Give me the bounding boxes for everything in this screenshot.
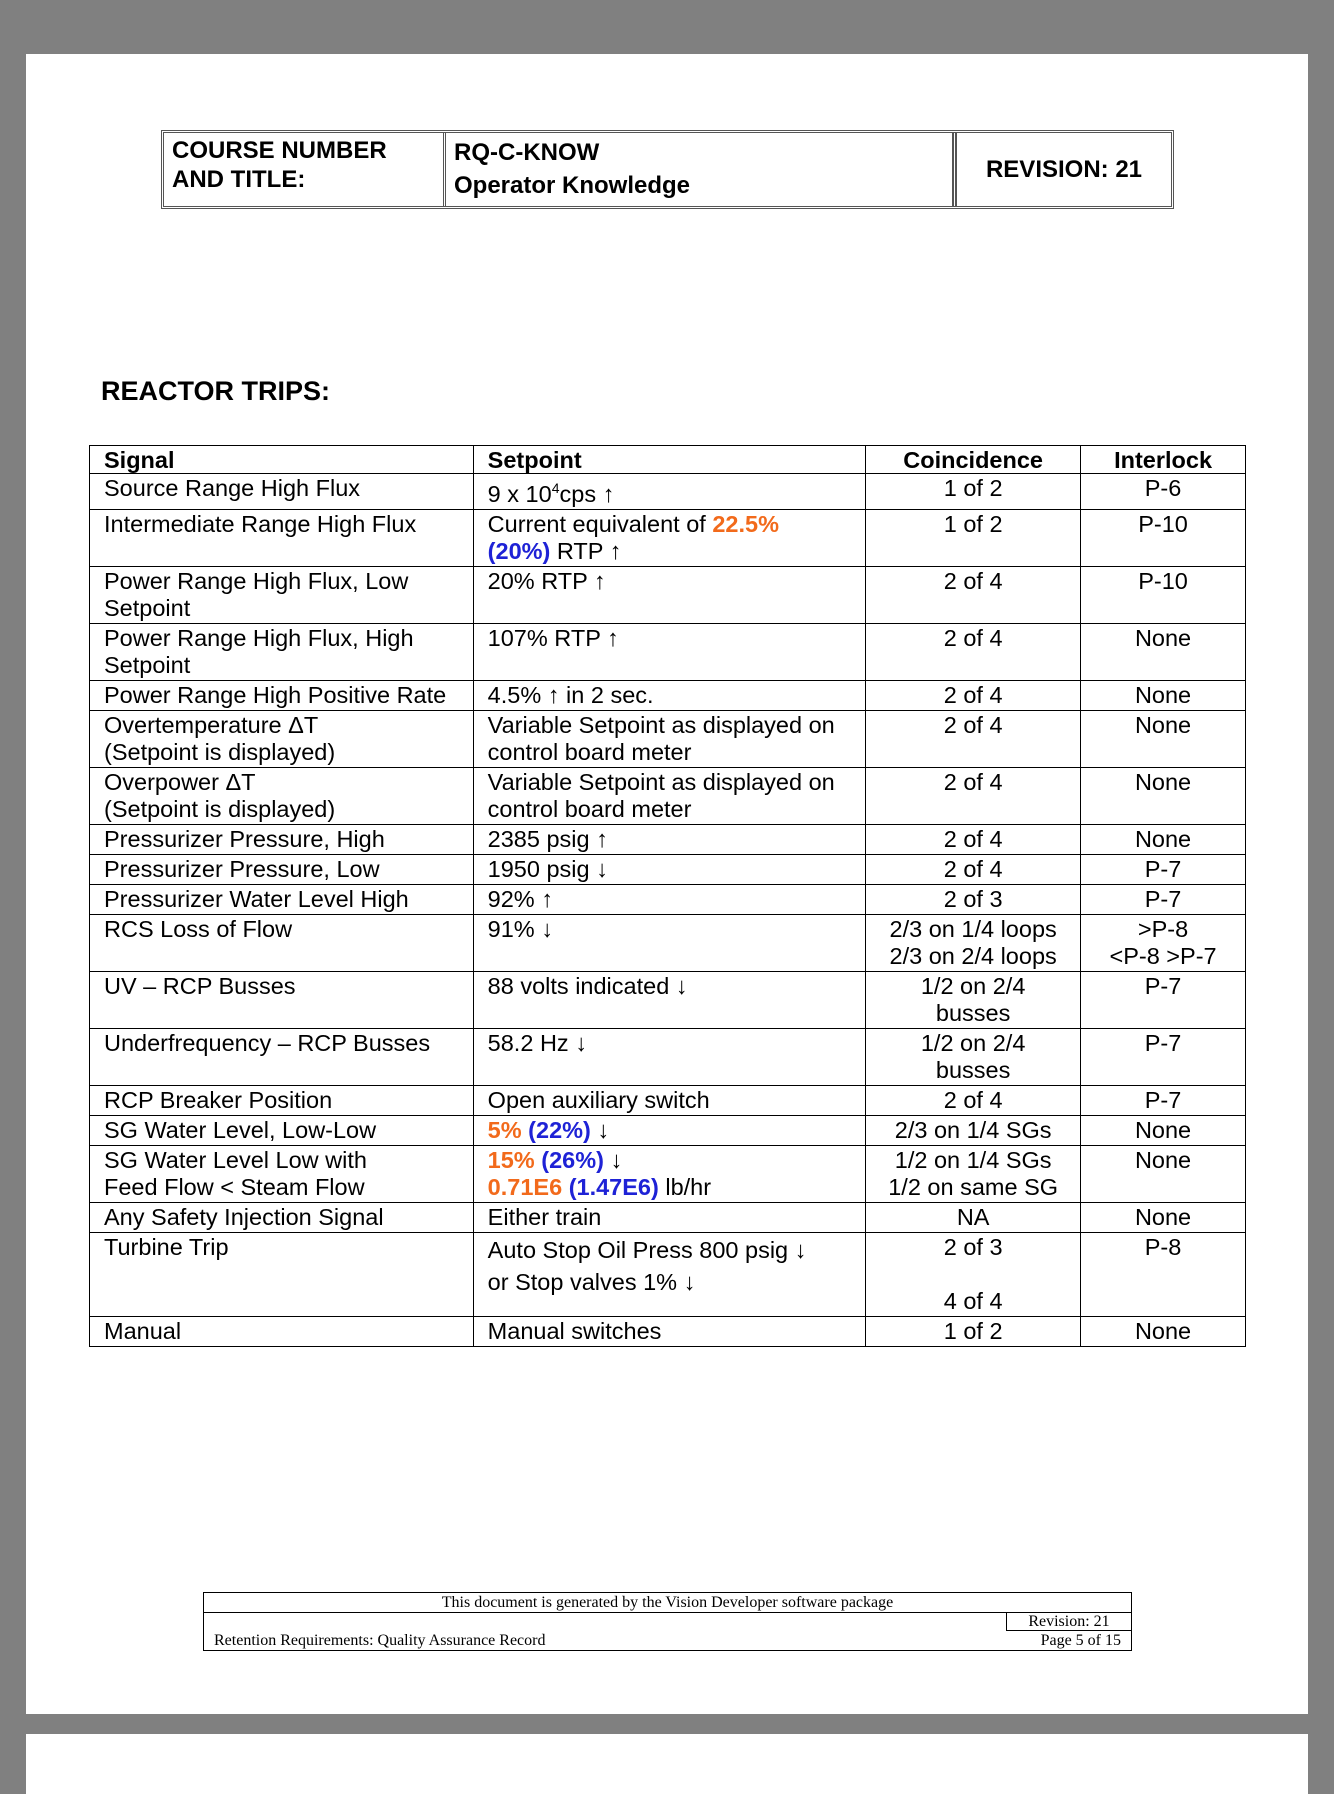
signal-cell: Intermediate Range High Flux [90, 509, 474, 566]
setpoint-cell: 92% ↑ [473, 884, 866, 914]
signal-cell: RCS Loss of Flow [90, 914, 474, 971]
setpoint-line: or Stop valves 1% ↓ [487, 1268, 696, 1295]
setpoint-text: lb/hr [658, 1173, 712, 1200]
signal-cell: Power Range High Flux, High Setpoint [90, 623, 474, 680]
revision-label: REVISION: 21 [985, 155, 1143, 183]
signal-cell: RCP Breaker Position [90, 1085, 474, 1115]
interlock-cell: None [1081, 680, 1246, 710]
interlock-cell: P-7 [1081, 1085, 1246, 1115]
setpoint-cell [473, 509, 866, 566]
interlock-cell: None [1081, 1202, 1246, 1232]
section-title: REACTOR TRIPS: [101, 376, 331, 406]
table-row [90, 1028, 1246, 1085]
table-row [90, 1316, 1246, 1346]
coincidence-cell: 1 of 2 [866, 1316, 1081, 1346]
signal-cell: UV – RCP Busses [90, 971, 474, 1028]
interlock-cell [1081, 914, 1246, 971]
coincidence-cell: 2 of 4 [866, 1085, 1081, 1115]
signal-cell: Manual [90, 1316, 474, 1346]
setpoint-cell [473, 1232, 866, 1316]
setpoint-cell: Variable Setpoint as displayed on control board meter [473, 710, 866, 767]
signal-line: (Setpoint is displayed) [104, 738, 336, 765]
footer-page-number: Page 5 of 15 [1040, 1632, 1121, 1649]
interlock-cell: P-6 [1081, 474, 1246, 510]
table-row [90, 710, 1246, 767]
setpoint-text: cps ↑ [559, 480, 615, 507]
setpoint-cell: Variable Setpoint as displayed on control board meter [473, 767, 866, 824]
setpoint-cell [473, 474, 866, 510]
course-label-line1: COURSE NUMBER [172, 137, 387, 164]
header-interlock: Interlock [1081, 446, 1246, 474]
footer-revision: Revision: 21 [1006, 1613, 1131, 1631]
signal-cell [90, 710, 474, 767]
setpoint-cell: 1950 psig ↓ [473, 854, 866, 884]
header-setpoint: Setpoint [473, 446, 866, 474]
setpoint-line: Auto Stop Oil Press 800 psig ↓ [487, 1236, 807, 1263]
footer-revision-row [204, 1613, 1131, 1631]
table-row [90, 1202, 1246, 1232]
setpoint-cell: 91% ↓ [473, 914, 866, 971]
coincidence-line: 2 of 3 [943, 1233, 1003, 1260]
coincidence-line: 2/3 on 2/4 loops [889, 942, 1057, 969]
coincidence-line: 2/3 on 1/4 loops [889, 915, 1057, 942]
interlock-cell: P-10 [1081, 566, 1246, 623]
setpoint-cell: Manual switches [473, 1316, 866, 1346]
signal-line: Feed Flow < Steam Flow [104, 1173, 365, 1200]
footer-bottom-row [204, 1631, 1131, 1650]
interlock-line: >P-8 [1137, 915, 1189, 942]
signal-cell: Pressurizer Water Level High [90, 884, 474, 914]
setpoint-cell: 20% RTP ↑ [473, 566, 866, 623]
coincidence-cell: 2 of 3 [866, 884, 1081, 914]
interlock-cell: P-10 [1081, 509, 1246, 566]
course-title: Operator Knowledge [454, 172, 691, 199]
setpoint-cell: 2385 psig ↑ [473, 824, 866, 854]
signal-cell: SG Water Level, Low-Low [90, 1115, 474, 1145]
setpoint-cell: 58.2 Hz ↓ [473, 1028, 866, 1085]
coincidence-cell: 1 of 2 [866, 509, 1081, 566]
coincidence-line: 1/2 on same SG [888, 1173, 1059, 1200]
signal-cell: Pressurizer Pressure, Low [90, 854, 474, 884]
setpoint-cell [473, 1145, 866, 1202]
setpoint-text: 9 x 10 [487, 480, 552, 507]
table-header-row [90, 446, 1246, 474]
table-row [90, 854, 1246, 884]
signal-line: (Setpoint is displayed) [104, 795, 336, 822]
header-coincidence: Coincidence [866, 446, 1081, 474]
coincidence-cell: 2 of 4 [866, 623, 1081, 680]
signal-cell: Power Range High Flux, Low Setpoint [90, 566, 474, 623]
coincidence-cell: 2 of 4 [866, 680, 1081, 710]
page-footer [203, 1592, 1132, 1651]
setpoint-text: ↓ [603, 1146, 623, 1173]
setpoint-cell: 4.5% ↑ in 2 sec. [473, 680, 866, 710]
signal-cell: Power Range High Positive Rate [90, 680, 474, 710]
coincidence-cell: 2 of 4 [866, 767, 1081, 824]
signal-line: Overtemperature ΔT [104, 711, 319, 738]
interlock-cell: P-7 [1081, 884, 1246, 914]
coincidence-cell: 2/3 on 1/4 SGs [866, 1115, 1081, 1145]
setpoint-text: Current equivalent of [487, 510, 713, 537]
coincidence-cell: NA [866, 1202, 1081, 1232]
table-row [90, 1232, 1246, 1316]
table-row [90, 474, 1246, 510]
setpoint-cell: 88 volts indicated ↓ [473, 971, 866, 1028]
table-row [90, 1085, 1246, 1115]
course-label-cell [164, 133, 446, 206]
table-row [90, 680, 1246, 710]
interlock-cell: None [1081, 767, 1246, 824]
table-row [90, 884, 1246, 914]
header-signal: Signal [90, 446, 474, 474]
interlock-cell: P-7 [1081, 971, 1246, 1028]
setpoint-value-orange: 22.5% [712, 510, 779, 537]
signal-cell: Underfrequency – RCP Busses [90, 1028, 474, 1085]
table-row [90, 971, 1246, 1028]
signal-cell: Turbine Trip [90, 1232, 474, 1316]
table-row [90, 509, 1246, 566]
coincidence-cell: 1/2 on 2/4 busses [866, 1028, 1081, 1085]
footer-retention: Retention Requirements: Quality Assurance Record [214, 1632, 546, 1649]
coincidence-line: 1/2 on 1/4 SGs [894, 1146, 1052, 1173]
table-row [90, 914, 1246, 971]
setpoint-value-blue: (22%) [528, 1116, 591, 1143]
setpoint-cell [473, 1115, 866, 1145]
course-title-cell [446, 133, 957, 206]
setpoint-cell: Open auxiliary switch [473, 1085, 866, 1115]
interlock-cell: None [1081, 1316, 1246, 1346]
revision-cell [957, 133, 1171, 206]
next-document-page [26, 1734, 1308, 1794]
coincidence-cell: 2 of 4 [866, 824, 1081, 854]
reactor-trips-table [89, 445, 1246, 1347]
interlock-cell: P-8 [1081, 1232, 1246, 1316]
table-row [90, 1115, 1246, 1145]
setpoint-exponent: 4 [551, 480, 560, 496]
coincidence-cell [866, 1145, 1081, 1202]
setpoint-text: ↓ [590, 1116, 610, 1143]
signal-cell: Source Range High Flux [90, 474, 474, 510]
interlock-cell: None [1081, 824, 1246, 854]
coincidence-cell: 2 of 4 [866, 566, 1081, 623]
interlock-cell: None [1081, 623, 1246, 680]
setpoint-value-blue: (1.47E6) [568, 1173, 659, 1200]
interlock-cell: None [1081, 710, 1246, 767]
setpoint-cell: 107% RTP ↑ [473, 623, 866, 680]
coincidence-cell [866, 914, 1081, 971]
course-header-table [161, 130, 1174, 209]
setpoint-text: RTP ↑ [550, 537, 622, 564]
coincidence-cell: 2 of 4 [866, 710, 1081, 767]
coincidence-cell: 1 of 2 [866, 474, 1081, 510]
setpoint-cell: Either train [473, 1202, 866, 1232]
signal-cell [90, 1145, 474, 1202]
setpoint-value-blue: (20%) [487, 537, 551, 564]
setpoint-value-orange: 15% [487, 1146, 535, 1173]
coincidence-cell: 2 of 4 [866, 854, 1081, 884]
table-row [90, 1145, 1246, 1202]
footer-generated-note: This document is generated by the Vision Developer software package [204, 1593, 1131, 1613]
course-label-line2: AND TITLE: [172, 166, 306, 193]
signal-line: SG Water Level Low with [104, 1146, 367, 1173]
table-row [90, 824, 1246, 854]
setpoint-value-blue: (26%) [541, 1146, 604, 1173]
coincidence-cell [866, 1232, 1081, 1316]
setpoint-value-orange: 0.71E6 [487, 1173, 563, 1200]
course-number: RQ-C-KNOW [454, 139, 600, 166]
interlock-cell: None [1081, 1115, 1246, 1145]
signal-cell [90, 767, 474, 824]
interlock-cell: None [1081, 1145, 1246, 1202]
table-row [90, 566, 1246, 623]
signal-cell: Any Safety Injection Signal [90, 1202, 474, 1232]
setpoint-value-orange: 5% [487, 1116, 522, 1143]
interlock-cell: P-7 [1081, 1028, 1246, 1085]
coincidence-cell: 1/2 on 2/4 busses [866, 971, 1081, 1028]
interlock-cell: P-7 [1081, 854, 1246, 884]
table-row [90, 767, 1246, 824]
signal-line: Overpower ΔT [104, 768, 256, 795]
coincidence-line: 4 of 4 [943, 1287, 1003, 1314]
interlock-line: <P-8 >P-7 [1109, 942, 1217, 969]
signal-cell: Pressurizer Pressure, High [90, 824, 474, 854]
table-row [90, 623, 1246, 680]
